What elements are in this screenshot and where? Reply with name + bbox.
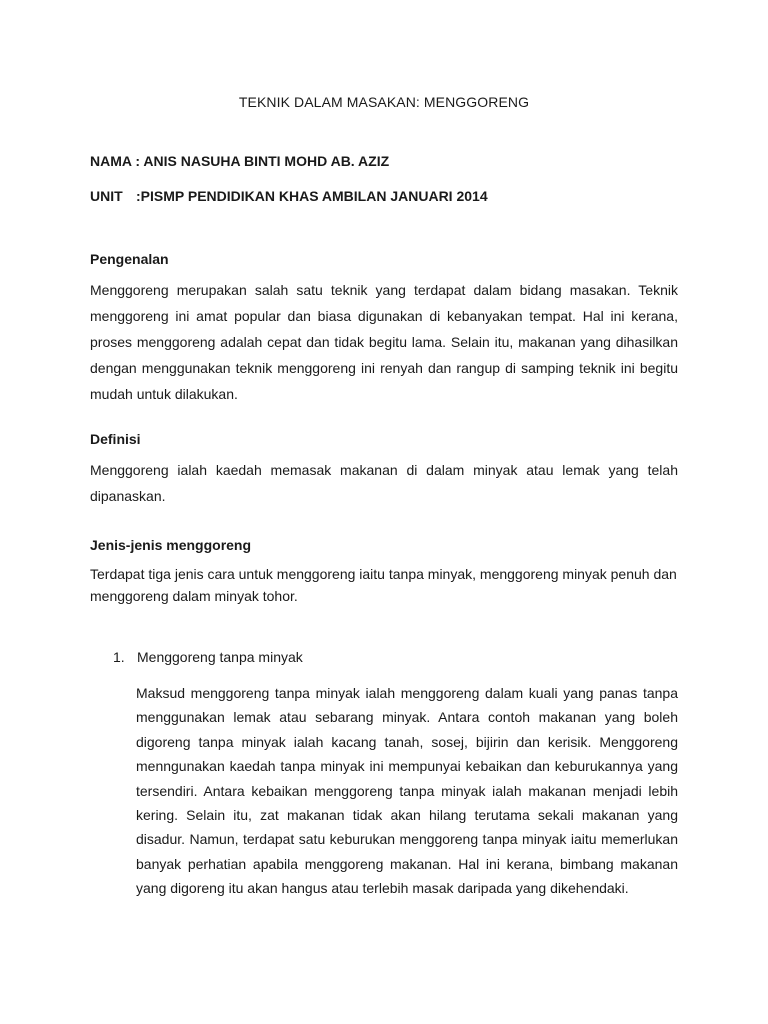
heading-pengenalan: Pengenalan: [90, 251, 169, 267]
paragraph-line: Menggoreng ialah kaedah memasak makanan di dalam minyak atau lemak yang telah: [90, 462, 678, 478]
paragraph-line: Terdapat tiga jenis cara untuk menggoreng iaitu tanpa minyak, menggoreng minyak penuh dan: [90, 566, 677, 582]
paragraph-line: proses menggoreng adalah cepat dan tidak begitu lama. Selain itu, makanan yang dihasilkan: [90, 334, 678, 350]
list-item: [113, 649, 303, 665]
paragraph-line: mudah untuk dilakukan.: [90, 386, 238, 402]
paragraph-line: dengan menggunakan teknik menggoreng ini renyah dan rangup di samping teknik ini begitu: [90, 360, 678, 376]
document-title: TEKNIK DALAM MASAKAN: MENGGORENG: [238, 94, 530, 110]
paragraph-tanpa-minyak: [136, 681, 678, 901]
list-item-number: 1.: [113, 649, 125, 665]
paragraph-jenis-jenis: [90, 563, 678, 607]
student-unit: [90, 188, 488, 204]
paragraph-line: dipanaskan.: [90, 488, 166, 504]
student-name: NAMA : ANIS NASUHA BINTI MOHD AB. AZIZ: [90, 153, 390, 169]
paragraph-line: Maksud menggoreng tanpa minyak ialah menggoreng dalam kuali yang panas tanpa: [136, 685, 678, 701]
unit-value: :PISMP PENDIDIKAN KHAS AMBILAN JANUARI 2014: [136, 188, 488, 204]
list-item-label: Menggoreng tanpa minyak: [137, 649, 303, 665]
paragraph-line: banyak perhatian apabila menggoreng makanan. Hal ini kerana, bimbang makanan: [136, 855, 678, 872]
paragraph-line: menggoreng ini amat popular dan biasa digunakan di kebanyakan tempat. Hal ini kerana,: [90, 308, 678, 324]
paragraph-line: digoreng tanpa minyak ialah kacang tanah, sosej, bijirin dan kerisik. Menggoreng: [136, 733, 678, 750]
heading-jenis-jenis: Jenis-jenis menggoreng: [90, 537, 252, 553]
paragraph-line: menngunakan kaedah tanpa minyak ini mempunyai kebaikan dan keburukannya yang: [136, 758, 678, 775]
paragraph-line: disadur. Namun, terdapat satu keburukan menggoreng tanpa minyak iaitu memerlukan: [136, 831, 678, 848]
heading-definisi: Definisi: [90, 431, 141, 447]
paragraph-line: menggoreng dalam minyak tohor.: [90, 588, 298, 604]
paragraph-line: menggunakan lemak atau sebarang minyak. Antara contoh makanan yang boleh: [136, 709, 678, 726]
unit-label: UNIT: [90, 188, 123, 204]
paragraph-line: yang digoreng itu akan hangus atau terlebih masak daripada yang dikehendaki.: [136, 880, 629, 897]
paragraph-definisi: [90, 457, 678, 509]
paragraph-line: tersendiri. Antara kebaikan menggoreng tanpa minyak ialah makanan menjadi lebih: [136, 782, 678, 799]
paragraph-line: kering. Selain itu, zat makanan tidak akan hilang terutama sekali makanan yang: [136, 807, 678, 824]
paragraph-pengenalan: [90, 277, 678, 407]
paragraph-line: Menggoreng merupakan salah satu teknik yang terdapat dalam bidang masakan. Teknik: [90, 282, 678, 298]
